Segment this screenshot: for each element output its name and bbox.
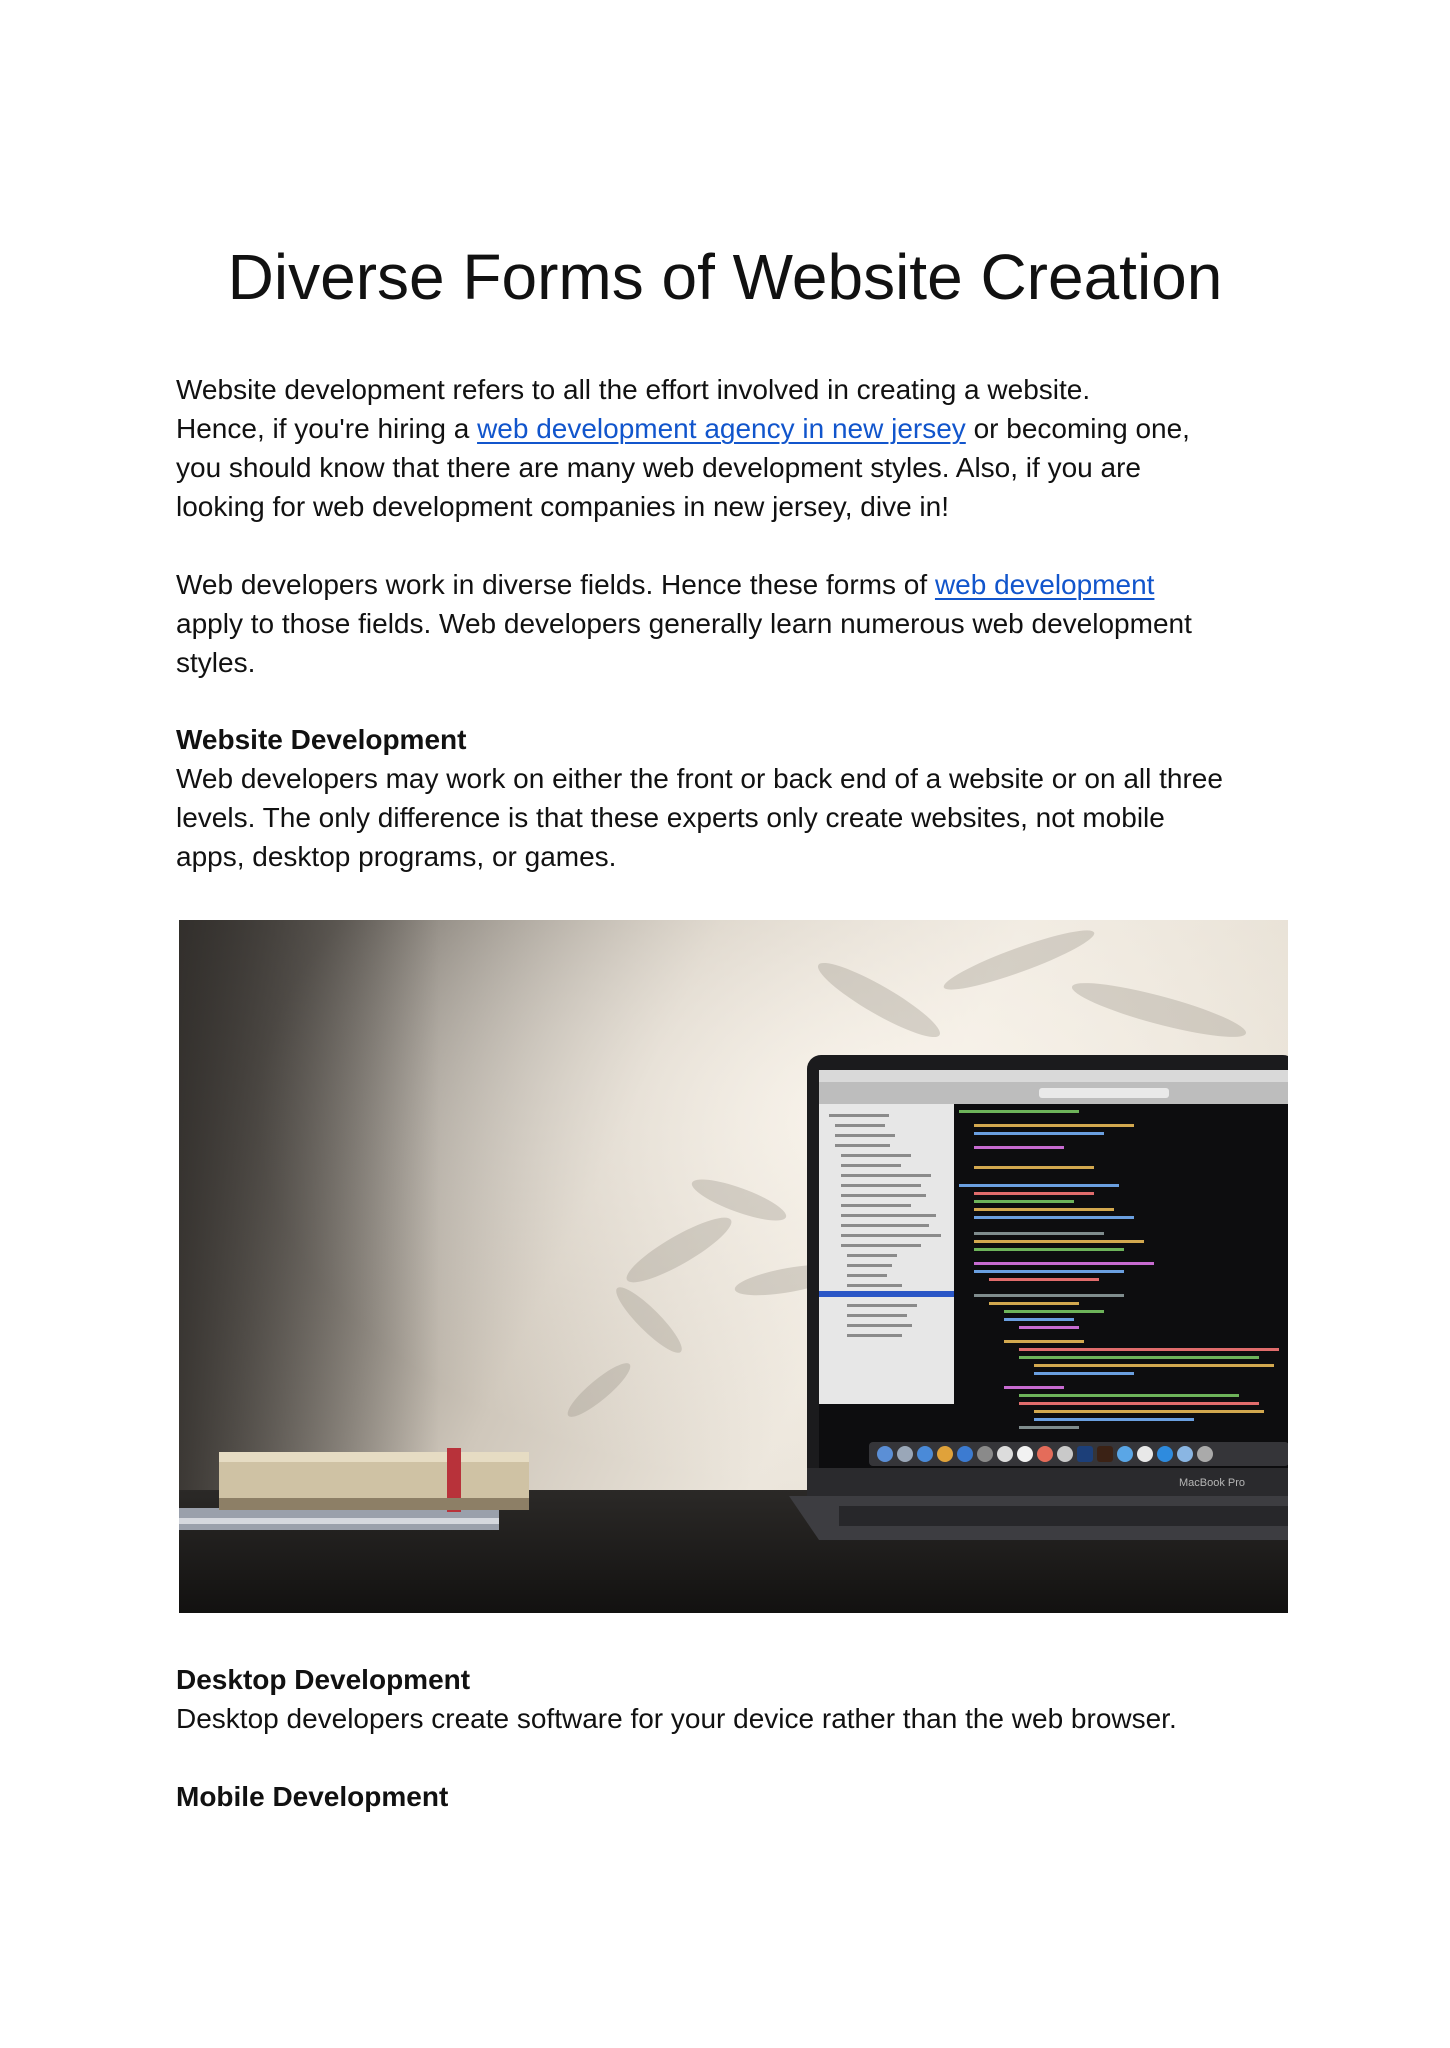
website-line-3: apps, desktop programs, or games. bbox=[176, 841, 617, 872]
website-line-2: levels. The only difference is that these experts only create websites, not mobile bbox=[176, 802, 1165, 833]
photo-illustration bbox=[179, 920, 1288, 1613]
intro-line-3: you should know that there are many web development styles. Also, if you are bbox=[176, 452, 1141, 483]
intro-line-2-post: or becoming one, bbox=[965, 413, 1190, 444]
book-stack bbox=[179, 1448, 529, 1530]
web-development-link[interactable]: web development bbox=[934, 569, 1155, 600]
desktop-line-1: Desktop developers create software for your device rather than the web browser. bbox=[176, 1703, 1177, 1734]
website-development-heading: Website Development bbox=[176, 724, 467, 755]
desktop-development-paragraph bbox=[176, 1699, 1286, 1738]
fields-line-1 bbox=[176, 565, 1286, 604]
fields-line-1-pre: Web developers work in diverse fields. Hence these forms of bbox=[176, 569, 935, 600]
page-title: Diverse Forms of Website Creation bbox=[227, 241, 1223, 313]
intro-line-1: Website development refers to all the effort involved in creating a website. bbox=[176, 374, 1091, 405]
dock-icons bbox=[877, 1446, 1213, 1462]
laptop bbox=[789, 1055, 1288, 1540]
fields-paragraph bbox=[176, 565, 1286, 682]
intro-paragraph bbox=[176, 370, 1286, 526]
intro-line-2-pre: Hence, if you're hiring a bbox=[176, 413, 478, 444]
mobile-development-heading: Mobile Development bbox=[176, 1781, 449, 1812]
desktop-development-heading: Desktop Development bbox=[176, 1664, 471, 1695]
intro-line-2 bbox=[176, 409, 1286, 448]
web-development-agency-link[interactable]: web development agency in new jersey bbox=[477, 413, 966, 444]
intro-line-4: looking for web development companies in new jersey, dive in! bbox=[176, 491, 950, 522]
fields-line-3: styles. bbox=[176, 647, 256, 678]
laptop-brand-label: MacBook Pro bbox=[1179, 1477, 1246, 1489]
website-line-1: Web developers may work on either the front or back end of a website or on all three bbox=[176, 763, 1223, 794]
website-development-paragraph bbox=[176, 759, 1286, 876]
fields-line-2: apply to those fields. Web developers generally learn numerous web development bbox=[176, 608, 1192, 639]
laptop-desk-photo bbox=[179, 920, 1288, 1613]
